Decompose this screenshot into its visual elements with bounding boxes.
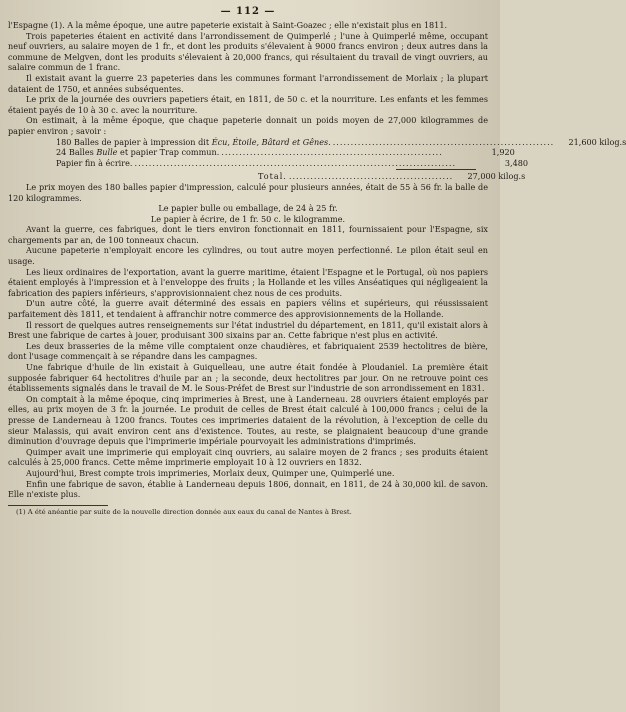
tally-divider bbox=[396, 169, 476, 170]
tally-row: 180 Balles de papier à impression dit Écu, Étoile, Bâtard et Gênes. .............................................................. 21,600 kilog.s bbox=[56, 136, 626, 147]
tally-row-amount: 1,920 bbox=[491, 147, 515, 158]
paragraph: Il ressort de quelques autres renseignements sur l'état industriel du département, en 1811, qu'il existait alors à Brest une fabrique de cartes à jouer, produisant 300 sixains par an. Cette fabrique n'est plus en activité. bbox=[8, 319, 488, 341]
tally-total-row: Total. .............................................. 27,000 kilog.s bbox=[258, 171, 526, 182]
tally-row: 24 Balles Bulle et papier Trap commun. .............................................................. 1,920 bbox=[56, 147, 515, 158]
tally-row: Papier fin à écrire. .......................................................................................... 3,480 bbox=[56, 157, 529, 168]
body-text bbox=[8, 20, 626, 500]
paragraph: On estimait, à la même époque, que chaque papeterie donnait un poids moyen de 27,000 kilogrammes de papier environ ; savoir : bbox=[8, 115, 488, 136]
footnote: (1) A été anéantie par suite de la nouvelle direction donnée aux eaux du canal de Nantes à Brest. bbox=[16, 507, 352, 516]
paragraph: Aucune papeterie n'employait encore les cylindres, ou tout autre moyen perfectionné. Le pilon était seul en usage. bbox=[8, 245, 488, 267]
paragraph: Enfin une fabrique de savon, établie à Landerneau depuis 1806, donnait, en 1811, de 24 à 30,000 kil. de savon. Elle n'existe plus. bbox=[8, 478, 488, 500]
footnote-divider bbox=[8, 505, 108, 506]
paragraph: On comptait à la même époque, cinq imprimeries à Brest, une à Landerneau. 28 ouvriers étaient employés par elles, au prix moyen de 3 fr. la journée. Le produit de celles de Brest était calculé à 100,000 francs ; celui de la presse de Landerneau à 1200 francs. Toutes ces imprimeries dataient de la révolution, à l'exception de celle du sieur Malassis, qui avait environ cent ans d'existence. Toutes, au reste, se plaignaient beaucoup d'une grande diminution d'ouvrage depuis que l'imprimerie impériale pourvoyait les administrations d'imprimés. bbox=[8, 393, 488, 447]
paragraph: Les deux brasseries de la même ville comptaient onze chaudières, et fabriquaient 2539 hectolitres de bière, dont l'usage commençait à se répandre dans les campagnes. bbox=[8, 340, 488, 362]
paragraph: Aujourd'hui, Brest compte trois imprimeries, Morlaix deux, Quimper une, Quimperlé une. bbox=[26, 467, 395, 478]
paragraph: l'Espagne (1). A la même époque, une autre papeterie existait à Saint-Goazec ; elle n'existait plus en 1811. bbox=[8, 20, 448, 30]
paragraph: D'un autre côté, la guerre avait déterminé des essais en papiers vélins et supérieurs, qui réussissaient parfaitement dès 1811, et tendaient à affranchir notre commerce des approvisionnements de la Hollande. bbox=[8, 298, 488, 320]
tally-row-label: 180 Balles de papier à impression dit Écu, Étoile, Bâtard et Gênes. bbox=[56, 136, 331, 147]
page-number: — 112 — bbox=[220, 6, 276, 17]
paragraph: Le papier bulle ou emballage, de 24 à 25 fr. bbox=[158, 203, 338, 214]
paper-tally bbox=[8, 136, 626, 182]
tally-row-amount: 3,480 bbox=[504, 157, 529, 168]
paragraph: Il existait avant la guerre 23 papeteries dans les communes formant l'arrondissement de Morlaix ; la plupart dataient de 1750, et années subséquentes. bbox=[8, 72, 488, 94]
paragraph: Trois papeteries étaient en activité dans l'arrondissement de Quimperlé ; l'une à Quimperlé même, occupant neuf ouvriers, au salaire moyen de 1 fr., et dont les produits s'élevaient à 9000 francs environ ; deux autres dans la commune de Melgven, dont les produits s'élevaient à 20,000 francs, qui résultaient du travail de vingt ouvriers, au salaire commun de 1 franc. bbox=[8, 30, 488, 73]
paragraph: Le prix moyen des 180 balles papier d'impression, calculé pour plusieurs années, était de 55 à 56 fr. la balle de 120 kilogrammes. bbox=[8, 181, 488, 203]
paragraph: Une fabrique d'huile de lin existait à Guiquelleau, une autre était fondée à Ploudaniel. La première était supposée fabriquer 64 hectolitres d'huile par an ; la seconde, deux hectolitres par jour. On ne retrouve point ces établissements signalés dans le travail de M. le Sous-Préfet de Brest sur l'industrie de son arrondissement en 1831. bbox=[8, 362, 488, 394]
paragraph: Les lieux ordinaires de l'exportation, avant la guerre maritime, étaient l'Espagne et le Portugal, où nos papiers étaient employés à l'impression et à l'enveloppe des fruits ; la Hollande et les villes Anséatiques qui négligeaient la fabrication des papiers inférieurs, s'approvisionnaient chez nous de ces produits. bbox=[8, 266, 488, 298]
paragraph: Avant la guerre, ces fabriques, dont le tiers environ fonctionnait en 1811, fournissaient pour l'Espagne, six chargements par an, de 100 tonneaux chacun. bbox=[8, 224, 488, 245]
tally-row-amount: 21,600 kilog.s bbox=[568, 136, 626, 147]
tally-row-label: Papier fin à écrire. bbox=[56, 157, 133, 168]
tally-row-label: 24 Balles Bulle et papier Trap commun. bbox=[56, 147, 220, 158]
tally-total-amount: 27,000 kilog.s bbox=[467, 171, 526, 182]
paragraph: Le papier à écrire, de 1 fr. 50 c. le kilogramme. bbox=[150, 213, 346, 224]
paragraph: Quimper avait une imprimerie qui employait cinq ouvriers, au salaire moyen de 2 francs ; ses produits étaient calculés à 25,000 francs. Cette même imprimerie employait 10 à 12 ouvriers en 1832. bbox=[8, 446, 488, 468]
paragraph: Le prix de la journée des ouvriers papetiers était, en 1811, de 50 c. et la nourriture. Les enfants et les femmes étaient payés de 10 à 30 c. avec la nourriture. bbox=[8, 94, 488, 115]
tally-total-label: Total. bbox=[258, 171, 287, 182]
